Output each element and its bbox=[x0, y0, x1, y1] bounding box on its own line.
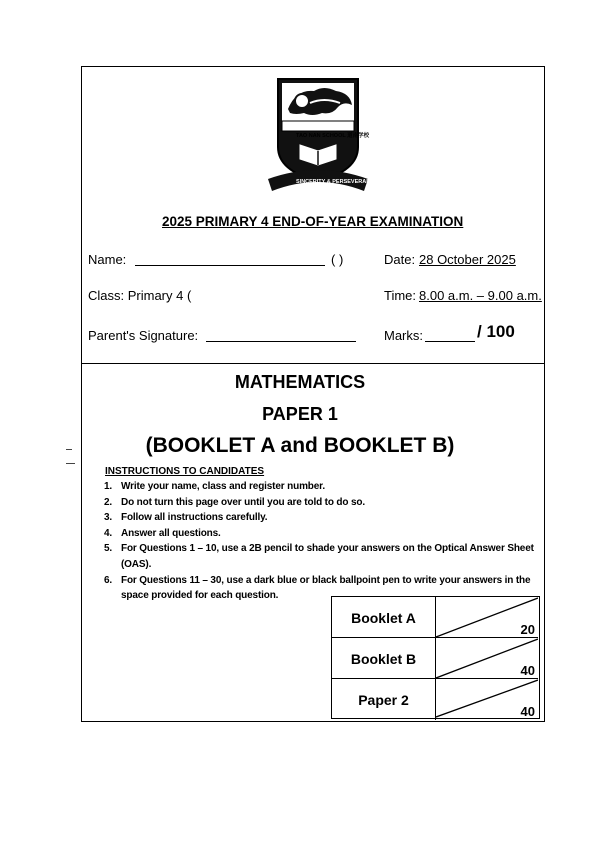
subject-title: MATHEMATICS bbox=[234, 372, 366, 392]
school-crest bbox=[266, 75, 378, 195]
paper-title: PAPER 1 bbox=[262, 404, 338, 424]
marks-max: 40 bbox=[520, 663, 535, 678]
marks-total: / 100 bbox=[477, 322, 515, 341]
marks-row-booklet-b bbox=[332, 638, 538, 679]
marks-score-cell[interactable] bbox=[436, 679, 538, 720]
date-label: Date: bbox=[384, 252, 416, 267]
marks-field[interactable] bbox=[425, 328, 475, 342]
name-field[interactable] bbox=[135, 252, 325, 266]
booklets-title: (BOOKLET A and BOOKLET B) bbox=[145, 434, 455, 457]
instructions-heading: INSTRUCTIONS TO CANDIDATES bbox=[105, 466, 265, 477]
signature-label: Parent's Signature: bbox=[88, 328, 199, 343]
marks-score-cell[interactable] bbox=[436, 638, 538, 679]
marks-row-paper-2 bbox=[332, 679, 538, 720]
instruction-item: 5. For Questions 1 – 10, use a 2B pencil to shade your answers on the Optical Answer Sheet (OAS). bbox=[104, 543, 534, 570]
date-value: 28 October 2025 bbox=[419, 252, 516, 267]
register-number-field[interactable]: ( ) bbox=[331, 252, 344, 267]
school-motto: SINCERITY & PERSEVERANCE bbox=[296, 179, 378, 185]
instruction-item: 1. Write your name, class and register number. bbox=[104, 481, 325, 492]
time-label: Time: bbox=[384, 288, 417, 303]
marks-max: 20 bbox=[520, 622, 535, 637]
instruction-item: 2. Do not turn this page over until you are told to do so. bbox=[104, 496, 365, 508]
marks-label: Marks: bbox=[384, 328, 423, 343]
marks-table bbox=[331, 596, 540, 719]
time-value: 8.00 a.m. – 9.00 a.m. bbox=[419, 288, 542, 303]
name-label: Name: bbox=[88, 252, 127, 267]
exam-title: 2025 PRIMARY 4 END-OF-YEAR EXAMINATION bbox=[162, 214, 464, 229]
signature-field[interactable] bbox=[206, 328, 356, 342]
marks-row-label: Booklet B bbox=[332, 638, 436, 679]
section-divider bbox=[81, 363, 545, 364]
marks-row-label: Paper 2 bbox=[332, 679, 436, 720]
instructions-list bbox=[104, 479, 544, 604]
school-name: TAO NAN SCHOOL 道南学校 bbox=[296, 133, 370, 139]
instruction-item: 4. Answer all questions. bbox=[104, 527, 221, 539]
marks-max: 40 bbox=[520, 704, 535, 719]
instruction-item: 6. For Questions 11 – 30, use a dark blue or black ballpoint pen to write your answers in the space provided for each question. bbox=[104, 574, 531, 602]
instruction-item: 3. Follow all instructions carefully. bbox=[104, 512, 268, 524]
marks-row-booklet-a bbox=[332, 597, 538, 638]
marks-score-cell[interactable] bbox=[436, 597, 538, 638]
marks-row-label: Booklet A bbox=[332, 597, 436, 638]
class-label: Class: Primary 4 ( bbox=[88, 288, 192, 303]
margin-mark bbox=[66, 463, 75, 464]
